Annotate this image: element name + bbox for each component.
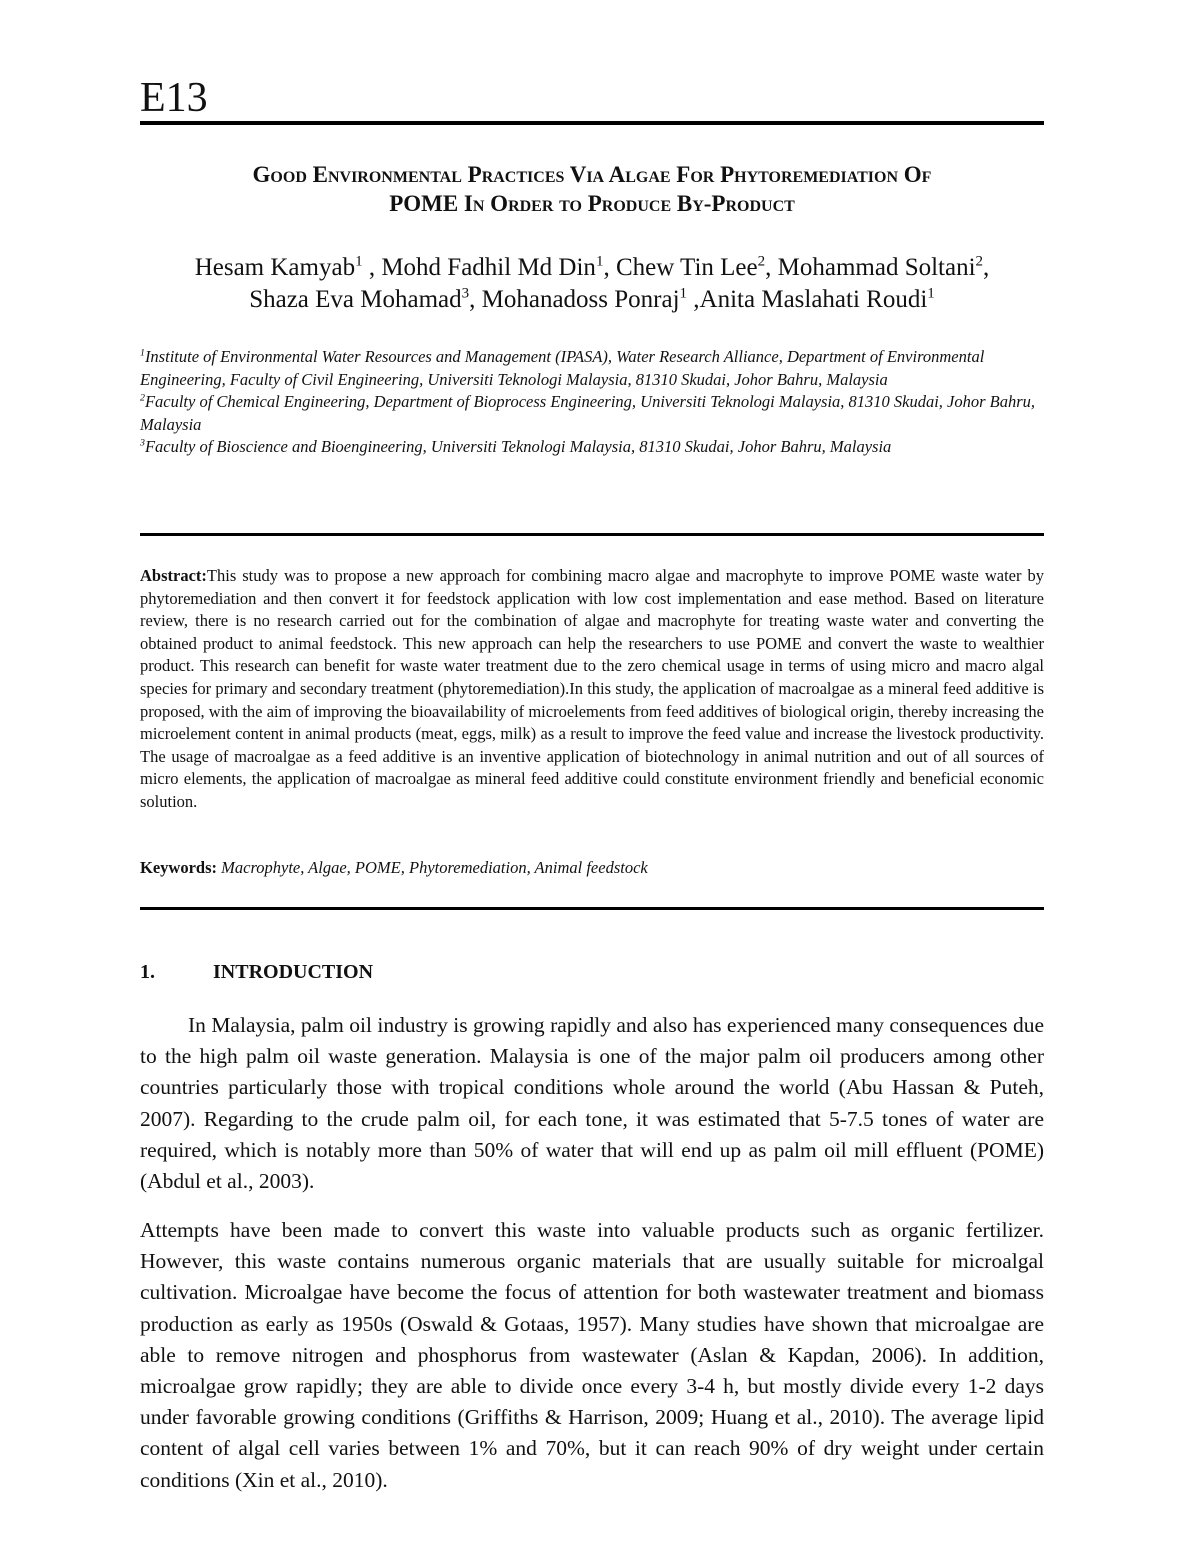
section-heading xyxy=(140,959,373,985)
author-list xyxy=(140,252,1044,316)
abstract-text: This study was to propose a new approach for combining macro algae and macrophyte to improve POME waste water by phytoremediation and then convert it for feedstock application with low cost implementation and ease method. Based on literature review, there is no research carried out for the combination of algae and macrophyte for treating waste water and converting the obtained product to animal feedstock. This new approach can help the researchers to use POME and convert the waste to wealthier product. This research can benefit for waste water treatment due to the zero chemical usage in terms of using micro and macro algal species for primary and secondary treatment (phytoremediation).In this study, the application of macroalgae as a mineral feed additive is proposed, with the aim of improving the bioavailability of microelements from feed additives of biological origin, thereby increasing the microelement content in animal products (meat, eggs, milk) as a result to improve the feed value and increase the livestock productivity. The usage of macroalgae as a feed additive is an inventive application of biotechnology in animal nutrition and out of all sources of micro elements, the application of macroalgae as mineral feed additive could constitute environment friendly and beneficial economic solution. xyxy=(140,566,1044,811)
header-rule xyxy=(140,121,1044,125)
affiliation-mark: 1 xyxy=(140,347,145,359)
keywords xyxy=(140,857,1044,879)
title-line-1: Good Environmental Practices Via Algae For Phytoremediation Of xyxy=(252,162,932,187)
section-number: 1. xyxy=(140,961,155,983)
affiliation-mark: 3 xyxy=(140,437,145,449)
author-name: , Mohammad Soltani xyxy=(765,254,976,281)
author-affil-mark: 1 xyxy=(355,253,363,270)
author-affil-mark: 1 xyxy=(595,253,604,270)
author-affil-mark: 3 xyxy=(461,285,470,302)
author-name: , Chew Tin Lee xyxy=(603,254,758,281)
author-line-2 xyxy=(140,284,1044,316)
author-affil-mark: 2 xyxy=(757,253,766,270)
author-affil-mark: 1 xyxy=(927,285,935,302)
intro-paragraph-2: Attempts have been made to convert this waste into valuable products such as organic fertilizer. However, this waste contains numerous organic materials that are usually suitable for microalgal cultivation. Microalgae have become the focus of attention for both wastewater treatment and biomass production as early as 1950s (Oswald & Gotaas, 1957). Many studies have shown that microalgae are able to remove nitrogen and phosphorus from wastewater (Aslan & Kapdan, 2006). In addition, microalgae grow rapidly; they are able to divide once every 3-4 h, but mostly divide every 1-2 days under favorable growing conditions (Griffiths & Harrison, 2009; Huang et al., 2010). The average lipid content of algal cell varies between 1% and 70%, but it can reach 90% of dry weight under certain conditions (Xin et al., 2010). xyxy=(140,1218,1044,1492)
affiliation-text: Faculty of Bioscience and Bioengineering, Universiti Teknologi Malaysia, 81310 Skudai, Johor Bahru, Malaysia xyxy=(144,437,892,456)
title-line-2: POME In Order to Produce By-Product xyxy=(389,191,795,216)
intro-paragraph-1: In Malaysia, palm oil industry is growing rapidly and also has experienced many consequences due to the high palm oil waste generation. Malaysia is one of the major palm oil producers among other countries particularly those with tropical conditions whole around the world (Abu Hassan & Puteh, 2007). Regarding to the crude palm oil, for each tone, it was estimated that 5-7.5 tones of water are required, which is notably more than 50% of water that will end up as palm oil mill effluent (POME) (Abdul et al., 2003). xyxy=(140,1013,1044,1194)
keywords-label: Keywords: xyxy=(140,858,217,877)
paper-code: E13 xyxy=(140,75,208,121)
author-name: Shaza Eva Mohamad xyxy=(249,286,462,313)
paper-title xyxy=(140,160,1044,218)
affiliation-text: Faculty of Chemical Engineering, Department of Bioprocess Engineering, Universiti Teknologi Malaysia, 81310 Skudai, Johor Bahru, Malaysia xyxy=(140,392,1036,434)
section-title: INTRODUCTION xyxy=(213,961,374,983)
affiliations xyxy=(140,346,1044,459)
author-line-1 xyxy=(140,252,1044,284)
affiliation-text: Institute of Environmental Water Resources and Management (IPASA), Water Research Alliance, Department of Environmental Engineering, Faculty of Civil Engineering, Universiti Teknologi Malaysia, 81310 Skudai, Johor Bahru, Malaysia xyxy=(140,347,985,389)
author-affil-mark: 1 xyxy=(679,285,688,302)
affiliation-2 xyxy=(140,391,1044,436)
author-affil-mark: 2 xyxy=(975,253,984,270)
affiliation-mark: 2 xyxy=(140,392,145,404)
affiliation-1 xyxy=(140,346,1044,391)
author-name: ,Anita Maslahati Roudi xyxy=(693,286,928,313)
author-name: Hesam Kamyab xyxy=(194,254,356,281)
author-name: , Mohd Fadhil Md Din xyxy=(368,254,596,281)
author-name: , Mohanadoss Ponraj xyxy=(469,286,680,313)
affiliation-3 xyxy=(140,436,1044,459)
abstract-label: Abstract: xyxy=(140,566,207,585)
abstract-top-rule xyxy=(140,533,1044,536)
keywords-text: Macrophyte, Algae, POME, Phytoremediation, Animal feedstock xyxy=(221,858,648,877)
abstract-bottom-rule xyxy=(140,907,1044,910)
abstract xyxy=(140,565,1044,814)
author-separator: , xyxy=(983,254,990,281)
